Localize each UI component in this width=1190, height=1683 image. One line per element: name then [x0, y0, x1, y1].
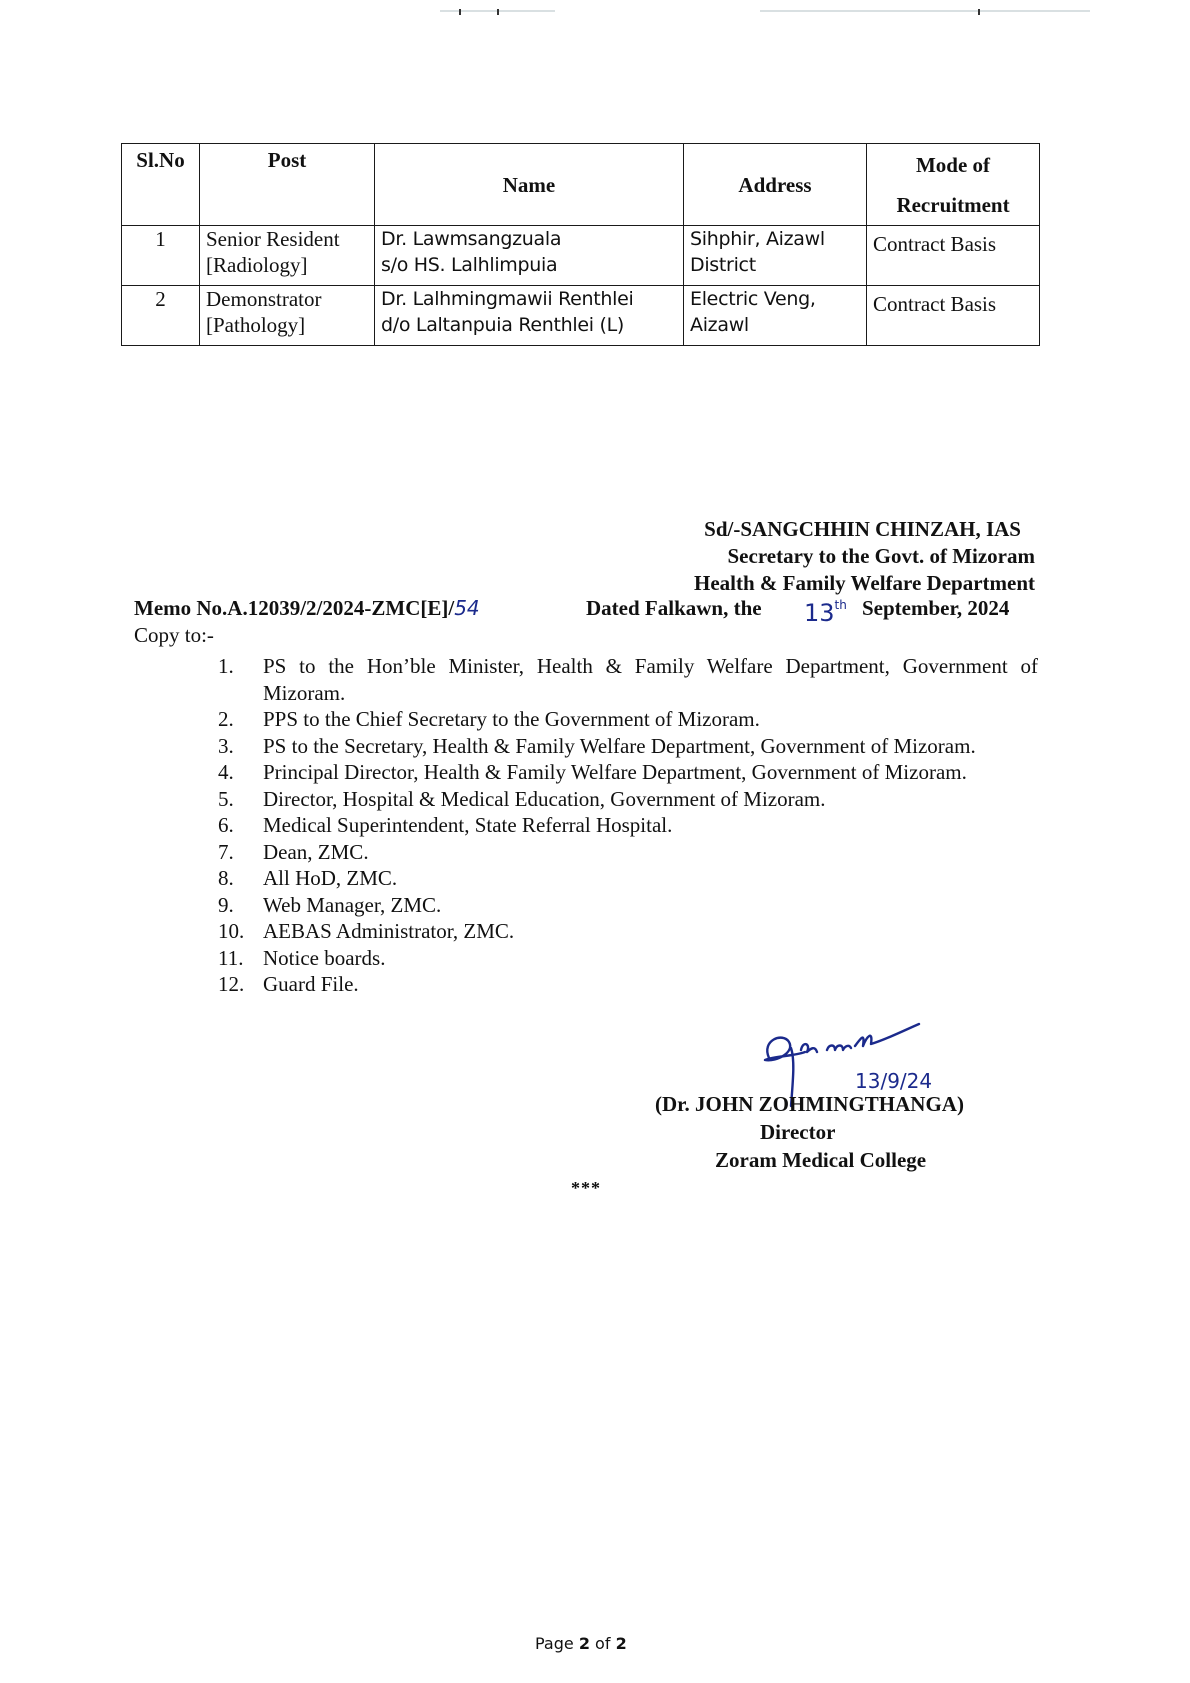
- header-mode-line2: Recruitment: [896, 192, 1010, 217]
- list-item-number: 4.: [218, 760, 234, 784]
- name-line2: d/o Laltanpuia Renthlei (L): [381, 314, 625, 336]
- cell-name: [375, 286, 684, 346]
- scan-artifact-tick: [978, 9, 980, 15]
- list-item: [218, 786, 1038, 813]
- address-line2: Aizawl: [690, 314, 749, 336]
- copy-to-list: [218, 653, 1038, 998]
- cell-address: [684, 226, 867, 286]
- end-mark: ***: [571, 1178, 601, 1198]
- list-item-number: 2.: [218, 707, 234, 731]
- cell-post: [200, 286, 375, 346]
- list-item-text: PS to the Hon’ble Minister, Health & Family Welfare Department, Government of Mizoram.: [263, 654, 1038, 705]
- list-item-number: 7.: [218, 839, 234, 864]
- cell-mode: Contract Basis: [867, 286, 1040, 346]
- page-total: 2: [615, 1634, 627, 1653]
- director-name: (Dr. JOHN ZOHMINGTHANGA): [655, 1092, 964, 1116]
- list-item-text: Director, Hospital & Medical Education, Government of Mizoram.: [263, 786, 826, 811]
- signatory-block: [694, 516, 1035, 597]
- cell-slno: 1: [122, 226, 200, 286]
- handwritten-day: [804, 598, 847, 627]
- handwritten-day-suffix: th: [834, 598, 847, 612]
- copy-to-label: Copy to:-: [134, 623, 214, 647]
- table-row: [122, 226, 1040, 286]
- scan-artifact-tick: [497, 9, 499, 15]
- list-item: [218, 706, 1038, 733]
- post-line1: Demonstrator: [206, 287, 322, 311]
- signature-date: 13/9/24: [855, 1069, 933, 1093]
- appointment-table: [121, 143, 1040, 346]
- list-item-text: All HoD, ZMC.: [263, 866, 398, 890]
- list-item-number: 9.: [218, 892, 234, 917]
- list-item: [218, 653, 1038, 706]
- header-name: Name: [375, 144, 684, 226]
- table-header-row: [122, 144, 1040, 226]
- list-item: [218, 945, 1038, 972]
- header-address: Address: [684, 144, 867, 226]
- cell-mode: Contract Basis: [867, 226, 1040, 286]
- address-line1: Sihphir, Aizawl: [690, 228, 825, 250]
- list-item: [218, 812, 1038, 839]
- list-item-text: AEBAS Administrator, ZMC.: [263, 919, 515, 943]
- list-item-number: 6.: [218, 813, 234, 837]
- page-of: of: [589, 1634, 616, 1653]
- page-prefix: Page: [535, 1634, 579, 1653]
- memo-number-text: Memo No.A.12039/2/2024-ZMC[E]/: [134, 596, 455, 620]
- address-line2: District: [690, 254, 756, 276]
- list-item: [218, 733, 1038, 760]
- address-line1: Electric Veng,: [690, 288, 816, 310]
- list-item-text: Notice boards.: [263, 945, 386, 970]
- list-item-number: 3.: [218, 733, 234, 758]
- list-item-number: 11.: [218, 945, 244, 970]
- name-line1: Dr. Lalhmingmawii Renthlei: [381, 288, 634, 310]
- director-organization: Zoram Medical College: [715, 1148, 927, 1172]
- signature-stroke: [801, 1044, 817, 1052]
- list-item-text: Dean, ZMC.: [263, 839, 369, 864]
- header-slno: Sl.No: [122, 144, 200, 226]
- signature-stroke: [827, 1046, 851, 1051]
- list-item-number: 1.: [218, 654, 234, 678]
- list-item: [218, 918, 1038, 945]
- list-item-number: 5.: [218, 786, 234, 811]
- dated-prefix: Dated Falkawn, the: [586, 596, 762, 620]
- list-item-text: Medical Superintendent, State Referral Hospital.: [263, 813, 673, 837]
- list-item-text: PPS to the Chief Secretary to the Government of Mizoram.: [263, 707, 760, 731]
- memo-number: [134, 596, 480, 621]
- list-item-number: 12.: [218, 972, 245, 996]
- header-mode-of-recruitment: [867, 144, 1040, 226]
- list-item: [218, 759, 1038, 786]
- cell-post: [200, 226, 375, 286]
- list-item-number: 10.: [218, 919, 245, 943]
- list-item: [218, 892, 1038, 919]
- list-item-text: Web Manager, ZMC.: [263, 892, 442, 917]
- scan-artifact-top-right: [760, 10, 1090, 12]
- header-post: Post: [200, 144, 375, 226]
- memo-handwritten-number: 54: [454, 596, 480, 620]
- post-line2: [Radiology]: [206, 253, 308, 277]
- list-item: [218, 839, 1038, 866]
- director-title: Director: [760, 1120, 836, 1144]
- signatory-designation: Secretary to the Govt. of Mizoram: [727, 544, 1035, 568]
- name-line2: s/o HS. Lalhlimpuia: [381, 254, 558, 276]
- signature-stroke: [855, 1024, 919, 1046]
- list-item-number: 8.: [218, 866, 234, 890]
- handwritten-day-number: 13: [804, 599, 835, 627]
- table-row: [122, 286, 1040, 346]
- cell-name: [375, 226, 684, 286]
- page-current: 2: [578, 1634, 590, 1653]
- cell-slno: 2: [122, 286, 200, 346]
- date-month-year: September, 2024: [862, 596, 1010, 620]
- header-mode-line1: Mode of: [915, 152, 991, 177]
- name-line1: Dr. Lawmsangzuala: [381, 228, 562, 250]
- signatory-name: Sd/-SANGCHHIN CHINZAH, IAS: [704, 517, 1021, 541]
- list-item-text: PS to the Secretary, Health & Family Welfare Department, Government of Mizoram.: [263, 733, 976, 758]
- list-item: [218, 971, 1038, 998]
- scan-artifact-tick: [459, 9, 461, 15]
- signatory-department: Health & Family Welfare Department: [694, 571, 1035, 595]
- list-item: [218, 865, 1038, 892]
- list-item-text: Principal Director, Health & Family Welfare Department, Government of Mizoram.: [263, 760, 967, 784]
- post-line2: [Pathology]: [206, 313, 306, 337]
- cell-address: [684, 286, 867, 346]
- post-line1: Senior Resident: [206, 227, 340, 251]
- page-number: [535, 1634, 627, 1653]
- list-item-text: Guard File.: [263, 972, 359, 996]
